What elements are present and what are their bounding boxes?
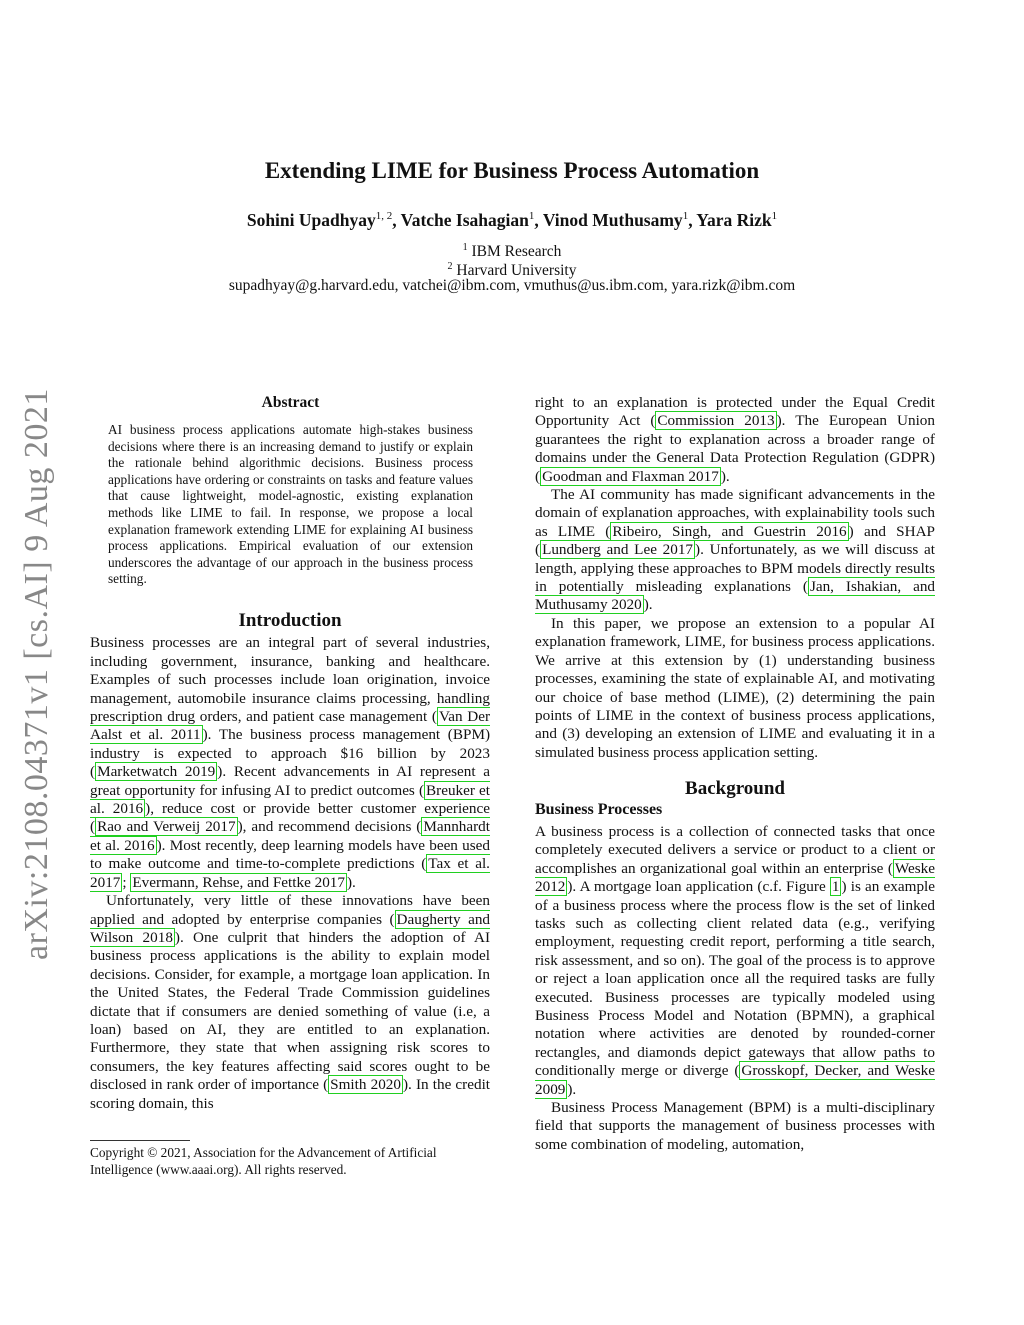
- body-paragraph: [535, 394, 935, 486]
- figure-reference-link[interactable]: 1: [831, 878, 840, 896]
- text-run: right to an explanation is protected under the Equal Credit Opportunity Act (: [535, 394, 935, 430]
- right-column: [535, 394, 935, 1154]
- body-paragraph: [535, 823, 935, 1099]
- section-heading-introduction: Introduction: [238, 610, 342, 631]
- author-sup: 1: [682, 210, 689, 223]
- abstract-text: AI business process applications automate high-stakes business decisions where there is an increasing demand to justify or explain the rationale behind algorithmic decisions. Business process applications have ordering or constraints on tasks and feature values that cause lightweight, model-agnostic, existing explanation methods like LIME to fail. In response, we propose a local explanation framework extending LIME for explaining AI business process applications. Empirical evaluation of our extension underscores the advantage of our approach in the business process setting.: [108, 422, 473, 587]
- copyright-footnote: Copyright © 2021, Association for the Advancement of Artificial Intelligence (www.aaai.org). All rights reserved.: [90, 1145, 437, 1177]
- citation-link[interactable]: Commission 2013: [657, 412, 775, 430]
- text-run: ). One culprit that hinders the adoption of AI business process applications is the ability to explain model decisions. Consider, for example, a mortgage loan application. In the United States, the Federal Trade Commission guidelines dictate that if consumers are denied something of value (i.e, a loan) based on AI, they are entitled to an explanation. Furthermore, they state that when assigning risk scores to consumers, the key features affecting said scores ought to be disclosed in rank order of importance (: [90, 928, 490, 1094]
- abstract-heading: Abstract: [261, 394, 320, 411]
- text-run: ).: [720, 467, 730, 485]
- left-column: [90, 612, 490, 1113]
- author-list: Sohini Upadhyay$^{1, 2}$, Vatche Isahagian$^1$, Vinod Muthusamy$^1$, Yara Rizk$^1$: [246, 210, 778, 230]
- text-run: ).: [346, 873, 356, 891]
- text-run: ), reduce cost or provide better customer experience (: [90, 800, 490, 836]
- intro-paragraph-1: [90, 634, 490, 892]
- affiliation-name: Harvard University: [456, 262, 577, 280]
- footnote-divider: [90, 1140, 190, 1141]
- text-run: Unfortunately, very little of these innovations have been applied and adopted by enterprise companies (: [90, 892, 490, 928]
- author-sup: 1: [528, 210, 535, 223]
- citation-link[interactable]: Smith 2020: [330, 1076, 401, 1094]
- text-run: ). A mortgage loan application (c.f. Figure: [567, 878, 830, 896]
- author-sup: 1: [771, 210, 778, 223]
- text-run: ). The European Union guarantees the right to explanation across a broader range of domains under the General Data Protection Regulation (GDPR) (: [535, 412, 935, 485]
- body-paragraph: In this paper, we propose an extension to a popular AI explanation framework, LIME, for business process applications. We arrive at this extension by (1) understanding business processes, examining the state of explainable AI, and motivating our choice of base method (LIME), (2) determining the pain points of LIME in the context of business process applications, and (3) developing an extension of LIME and evaluating it in a simulated business process application setting.: [535, 614, 935, 761]
- citation-link[interactable]: Weske 2012: [535, 859, 935, 896]
- affiliation-name: IBM Research: [471, 243, 562, 261]
- author-name: Vinod Muthusamy: [542, 210, 683, 230]
- citation-link[interactable]: Daugherty and Wilson 2018: [90, 910, 491, 946]
- citation-link[interactable]: Ribeiro, Singh, and Guestrin 2016: [612, 522, 847, 540]
- citation-link[interactable]: Goodman and Flaxman 2017: [542, 467, 719, 485]
- citation-link[interactable]: Mannhardt et al. 2016: [90, 818, 490, 854]
- text-run: ).: [567, 1080, 577, 1098]
- text-run: A business process is a collection of connected tasks that once completely executed delivers a service or product to a client or accomplishes an organizational goal within an enterprise (: [535, 822, 935, 877]
- author-name: Yara Rizk: [696, 210, 772, 230]
- text-run: ), and recommend decisions (: [237, 818, 422, 836]
- text-run: ).: [643, 596, 653, 614]
- text-run: ). Most recently, deep learning models have been used to make outcome and time-to-complete predictions (: [90, 836, 491, 873]
- text-run: ). The business process management (BPM) industry is expected to approach $16 billion by 2023 (: [90, 726, 491, 781]
- text-run: ). In the credit scoring domain, this: [90, 1076, 491, 1112]
- citation-link[interactable]: Jan, Ishakian, and Muthusamy 2020: [535, 578, 936, 614]
- intro-paragraph-2: [90, 892, 490, 1113]
- paper-title: Extending LIME for Business Process Automation: [264, 158, 760, 183]
- text-run: Business processes are an integral part of several industries, including government, insurance, banking and healthcare. Examples of such processes include loan origination, invoice management, automobile insurance claims processing, handling prescription drug orders, and patient case management (: [90, 634, 490, 726]
- citation-link[interactable]: Breuker et al. 2016: [90, 781, 490, 818]
- affiliation-sup: 1: [462, 242, 468, 253]
- citation-link[interactable]: Lundberg and Lee 2017: [542, 541, 694, 559]
- text-run: The AI community has made significant advancements in the domain of explanation approaches, with explainability tools such as LIME (: [535, 486, 935, 540]
- citation-link[interactable]: Marketwatch 2019: [97, 763, 216, 781]
- text-run: ). Unfortunately, as we will discuss at length, applying these approaches to BPM models directly results in potentially misleading explanations (: [535, 541, 935, 596]
- author-emails: supadhyay@g.harvard.edu, vatchei@ibm.com, vmuthus@us.ibm.com, yara.rizk@ibm.com: [228, 277, 796, 294]
- arxiv-identifier: arXiv:2108.04371v1 [cs.AI] 9 Aug 2021: [18, 388, 55, 960]
- author-sup: 1, 2: [375, 210, 393, 223]
- body-paragraph: Business Process Management (BPM) is a multi-disciplinary field that supports the management of business processes with some combination of modeling, automation,: [535, 1099, 935, 1153]
- text-run: ). Recent advancements in AI represent a great opportunity for infusing AI to predict outcomes (: [90, 763, 490, 799]
- affiliation-sup: 2: [447, 261, 453, 272]
- citation-link[interactable]: Tax et al. 2017: [90, 855, 490, 891]
- text-run: ) is an example of a business process where the process flow is the set of linked tasks such as collecting client related data (e.g., verifying employment, requesting credit report, performing a title search, risk assessment, and so on). The goal of the process is to approve or reject a loan application once all the required tasks are fully executed. Business processes are typically modeled using Business Process Model and Notation (BPMN), a graphical notation where activities are denoted by rounded-corner rectangles, and diamonds depict gateways that allow paths to conditionally merge or diverge (: [535, 878, 935, 1080]
- citation-link[interactable]: Grosskopf, Decker, and Weske 2009: [535, 1062, 935, 1098]
- subsection-heading-business-processes: Business Processes: [535, 800, 663, 818]
- citation-link[interactable]: Van Der Aalst et al. 2011: [90, 708, 491, 744]
- citation-link[interactable]: Rao and Verweij 2017: [97, 818, 236, 836]
- citation-link[interactable]: Evermann, Rehse, and Fettke 2017: [132, 873, 345, 891]
- body-paragraph: [535, 486, 935, 615]
- text-run: ) and SHAP (: [535, 522, 936, 559]
- section-heading-background: Background: [685, 778, 785, 800]
- text-run: ;: [122, 873, 131, 891]
- author-name: Sohini Upadhyay: [246, 210, 376, 230]
- author-name: Vatche Isahagian: [400, 210, 529, 230]
